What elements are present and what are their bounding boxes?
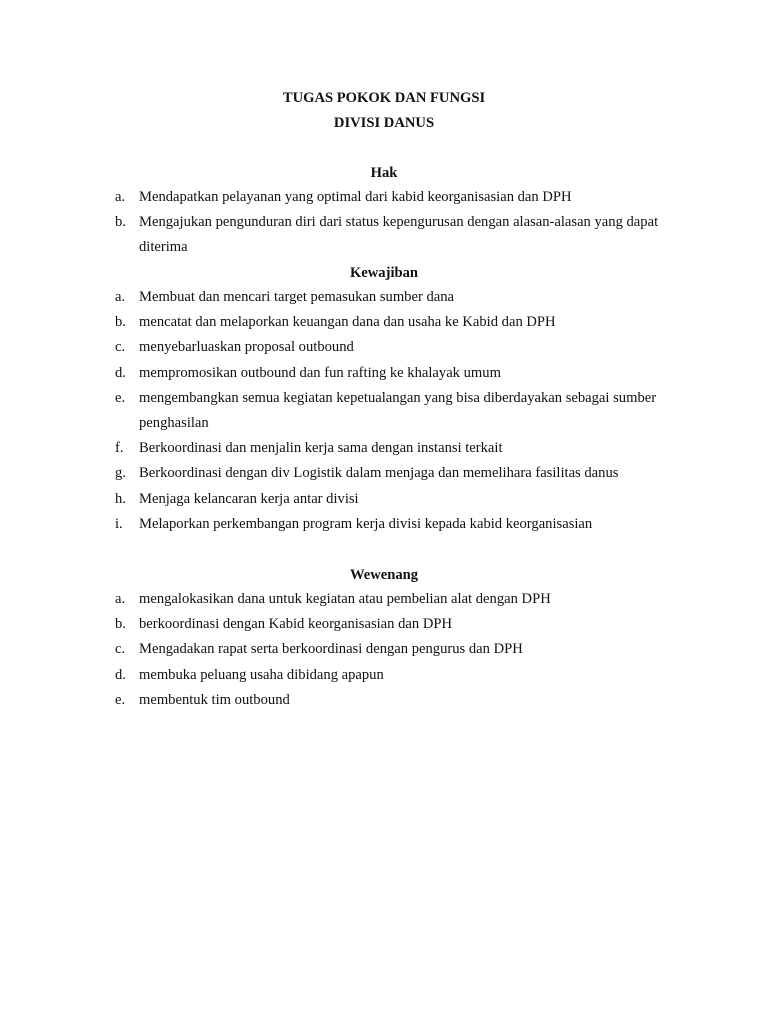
section-heading-kewajiban: Kewajiban bbox=[349, 265, 419, 281]
document-title: TUGAS POKOK DAN FUNGSI bbox=[282, 90, 486, 106]
list-hak bbox=[0, 185, 768, 261]
section-heading-wewenang: Wewenang bbox=[349, 567, 419, 583]
list-item-text: Mengadakan rapat serta berkoordinasi dengan pengurus dan DPH bbox=[139, 641, 523, 658]
list-marker: e. bbox=[115, 389, 126, 406]
list-marker: b. bbox=[115, 314, 126, 331]
list-item-text: Melaporkan perkembangan program kerja divisi kepada kabid keorganisasian bbox=[139, 515, 593, 532]
list-marker: f. bbox=[115, 440, 124, 457]
list-item bbox=[0, 612, 768, 637]
list-item-text: Membuat dan mencari target pemasukan sumber dana bbox=[139, 289, 455, 305]
list-item bbox=[0, 285, 768, 310]
list-marker: h. bbox=[115, 490, 126, 507]
list-marker: d. bbox=[115, 666, 126, 683]
list-item-text: mempromosikan outbound dan fun rafting ke khalayak umum bbox=[139, 364, 501, 381]
list-item bbox=[0, 436, 768, 461]
list-kewajiban bbox=[0, 285, 768, 537]
list-item-text: mencatat dan melaporkan keuangan dana dan usaha ke Kabid dan DPH bbox=[139, 314, 556, 331]
list-item bbox=[0, 361, 768, 386]
list-marker: e. bbox=[115, 691, 126, 708]
list-item-text: Mendapatkan pelayanan yang optimal dari kabid keorganisasian dan DPH bbox=[139, 189, 572, 205]
list-marker: i. bbox=[115, 515, 123, 532]
list-item-text: mengembangkan semua kegiatan kepetualangan yang bisa diberdayakan sebagai sumber penghasilan bbox=[139, 389, 657, 432]
list-item bbox=[0, 335, 768, 360]
section-heading-hak: Hak bbox=[370, 165, 398, 181]
list-marker: b. bbox=[115, 214, 126, 231]
list-item bbox=[0, 461, 768, 486]
list-item bbox=[0, 637, 768, 662]
list-marker: a. bbox=[115, 289, 126, 305]
list-marker: d. bbox=[115, 364, 126, 381]
list-marker: g. bbox=[115, 465, 126, 482]
list-item bbox=[0, 688, 768, 713]
list-marker: a. bbox=[115, 591, 126, 607]
list-item bbox=[0, 185, 768, 210]
list-item-text: Berkoordinasi dengan div Logistik dalam menjaga dan memelihara fasilitas danus bbox=[139, 465, 619, 482]
list-wewenang bbox=[0, 587, 768, 713]
list-item bbox=[0, 587, 768, 612]
list-item-text: menyebarluaskan proposal outbound bbox=[139, 339, 354, 356]
list-item-text: Menjaga kelancaran kerja antar divisi bbox=[139, 490, 359, 507]
list-item bbox=[0, 487, 768, 512]
list-item-text: Mengajukan pengunduran diri dari status kepengurusan dengan alasan-alasan yang dapat diterima bbox=[139, 214, 659, 256]
list-item-text: berkoordinasi dengan Kabid keorganisasian dan DPH bbox=[139, 616, 453, 633]
list-item bbox=[0, 210, 768, 260]
list-item bbox=[0, 310, 768, 335]
list-item-text: membuka peluang usaha dibidang apapun bbox=[139, 666, 384, 683]
list-marker: a. bbox=[115, 189, 126, 205]
list-item bbox=[0, 663, 768, 688]
list-marker: c. bbox=[115, 339, 126, 356]
document-subtitle: DIVISI DANUS bbox=[333, 115, 435, 131]
list-item bbox=[0, 512, 768, 537]
list-marker: c. bbox=[115, 641, 126, 658]
list-item-text: membentuk tim outbound bbox=[139, 691, 290, 708]
list-item bbox=[0, 386, 768, 436]
list-item-text: Berkoordinasi dan menjalin kerja sama dengan instansi terkait bbox=[139, 440, 503, 457]
list-marker: b. bbox=[115, 616, 126, 633]
list-item-text: mengalokasikan dana untuk kegiatan atau pembelian alat dengan DPH bbox=[139, 591, 551, 607]
